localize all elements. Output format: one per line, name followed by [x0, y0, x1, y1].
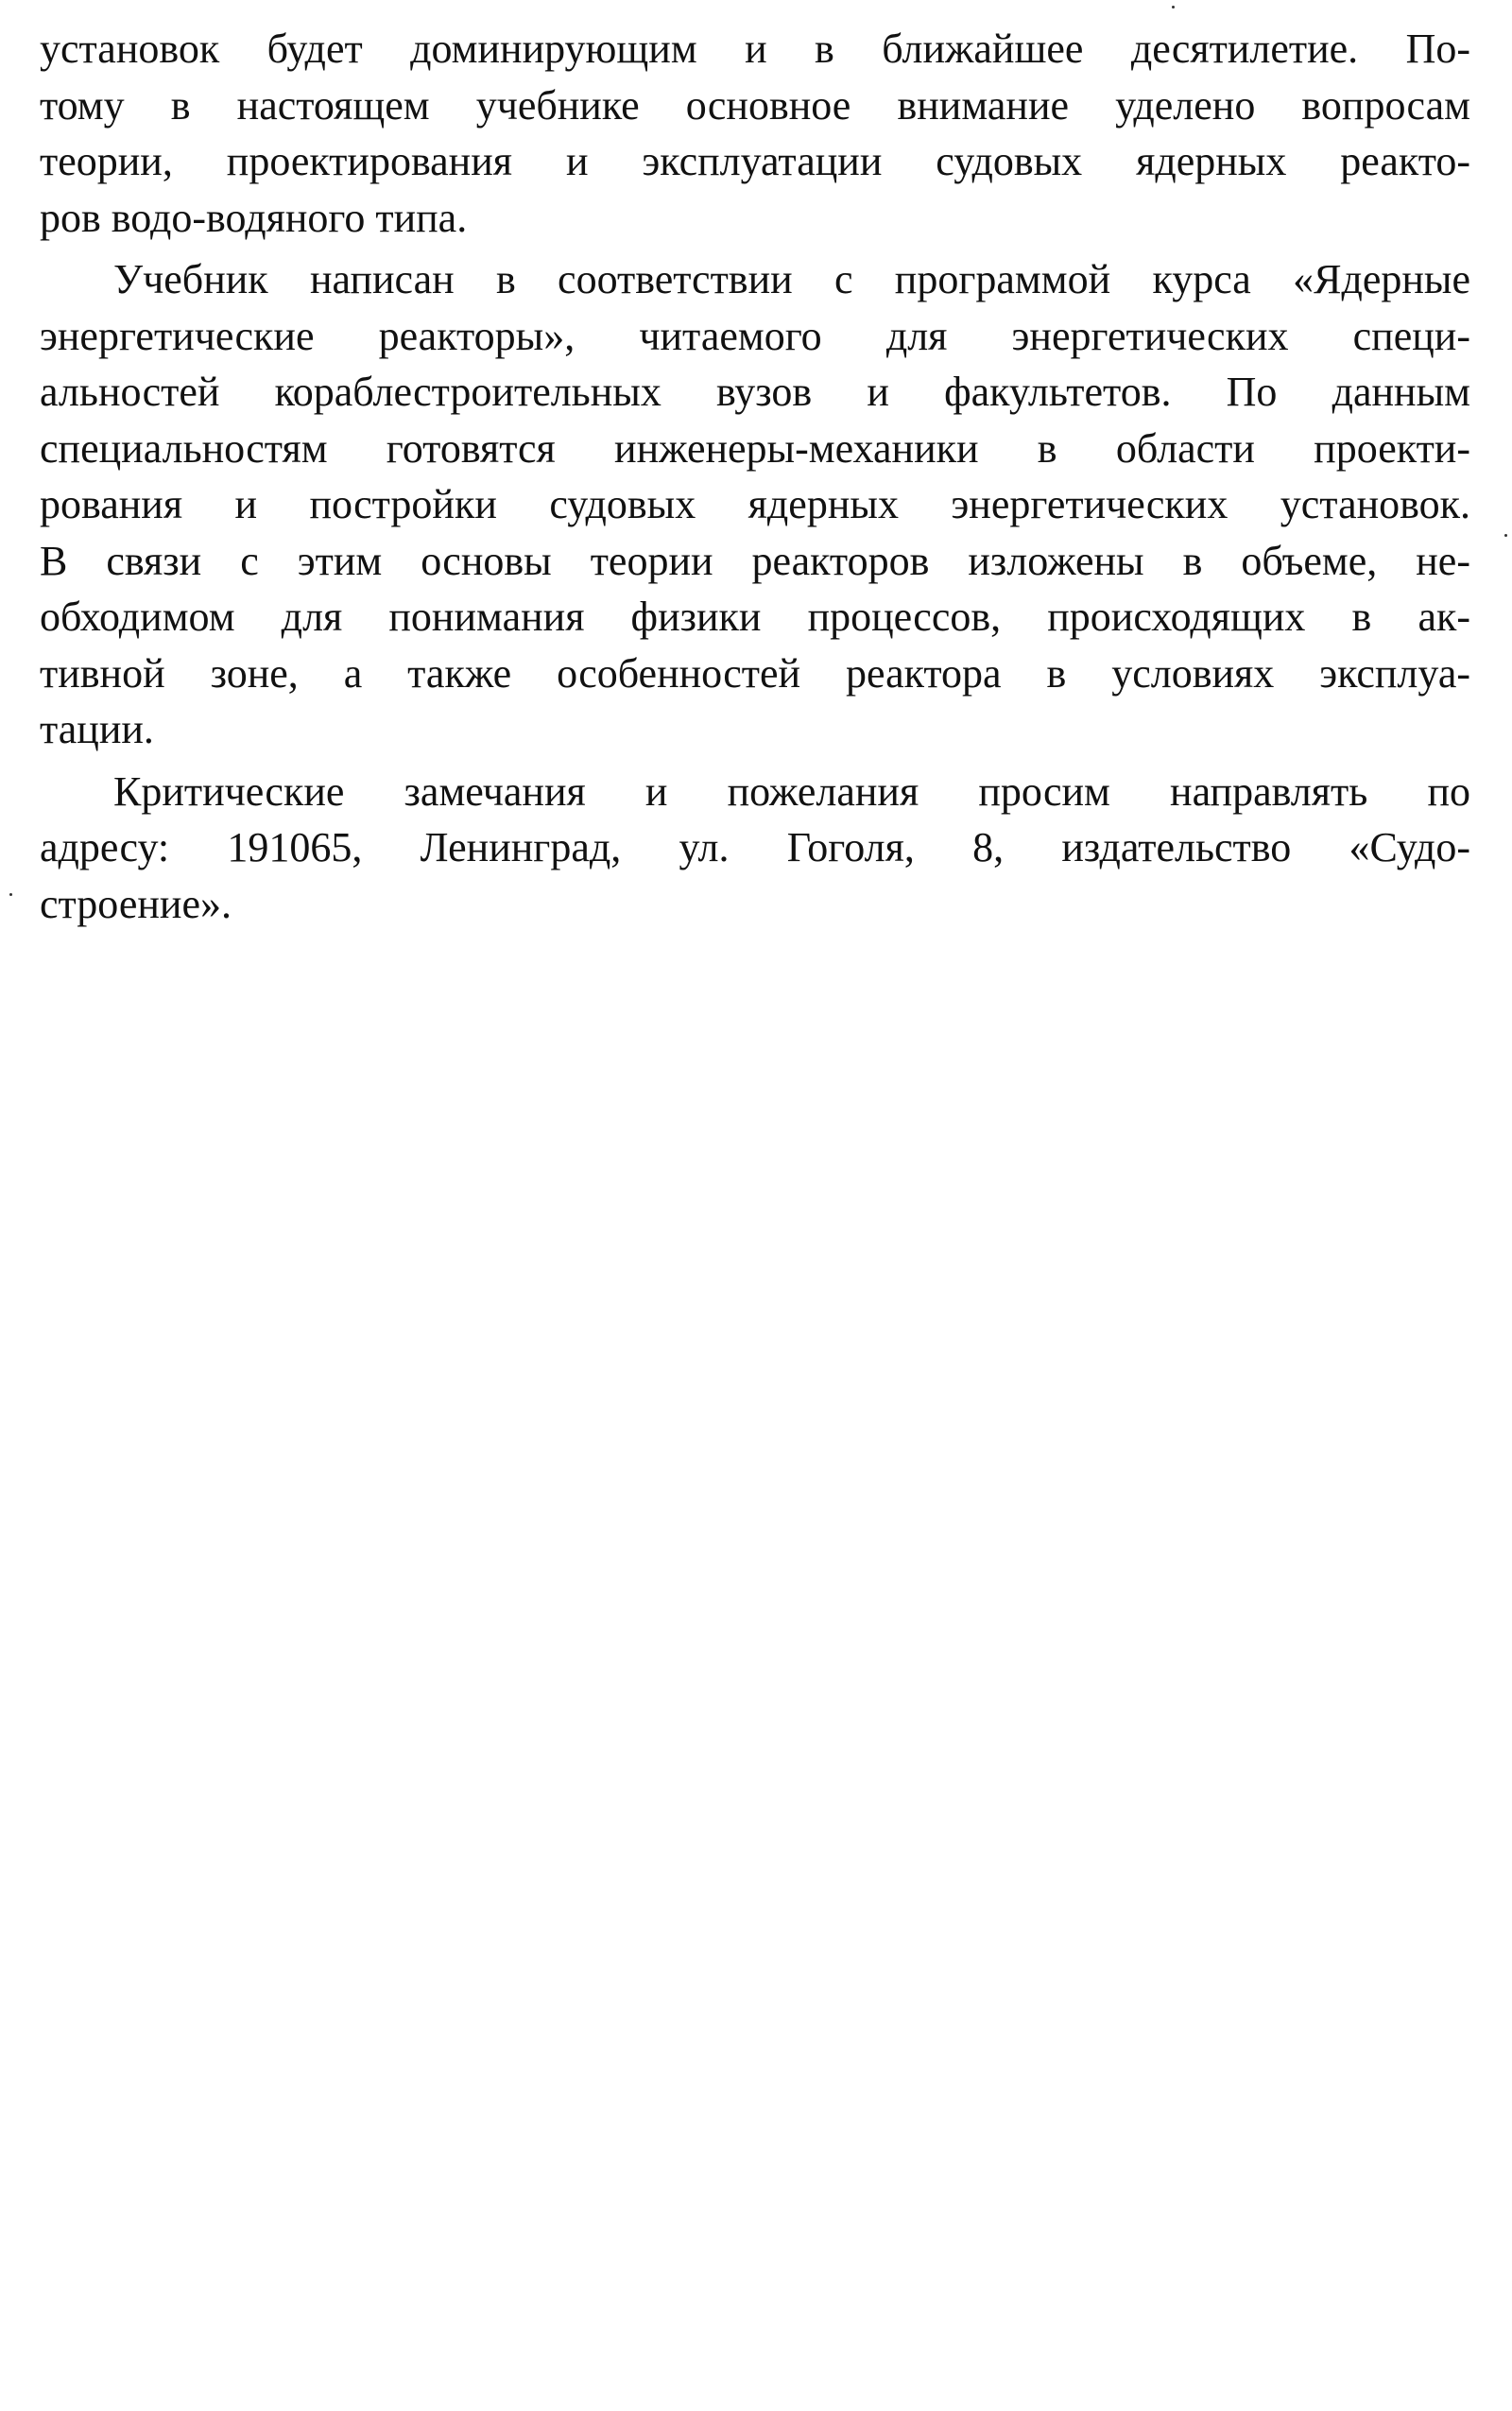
text-line: специальностям готовятся инженеры-механики в области проекти-: [40, 424, 1470, 472]
paragraph-3: [40, 764, 1470, 933]
scan-speck: [1172, 6, 1175, 9]
text-line: Учебник написан в соответствии с программой курса «Ядерные: [113, 256, 1470, 302]
scan-speck: [9, 893, 12, 896]
text-line: ров водо-водяного типа.: [40, 194, 468, 241]
text-line: рования и постройки судовых ядерных энергетических установок.: [40, 481, 1470, 527]
text-line: адресу: 191065, Ленинград, ул. Гоголя, 8, издательство «Судо-: [40, 824, 1470, 870]
text-line: установок будет доминирующим и в ближайшее десятилетие. По-: [40, 26, 1470, 72]
scan-speck: [1504, 534, 1507, 537]
text-line: энергетические реакторы», читаемого для энергетических специ-: [40, 312, 1470, 359]
text-line: альностей кораблестроительных вузов и факультетов. По данным: [40, 369, 1470, 415]
text-line: теории, проектирования и эксплуатации судовых ядерных реакто-: [40, 138, 1470, 184]
text-line: тивной зоне, а также особенностей реактора в условиях эксплуа-: [40, 649, 1470, 697]
paragraph-1: [40, 21, 1470, 246]
text-line: В связи с этим основы теории реакторов изложены в объеме, не-: [40, 537, 1470, 584]
text-line: обходимом для понимания физики процессов, происходящих в ак-: [40, 594, 1470, 640]
text-line: тому в настоящем учебнике основное внимание уделено вопросам: [40, 81, 1470, 129]
text-line: строение».: [40, 880, 232, 927]
text-line: тации.: [40, 706, 154, 752]
paragraph-2: [40, 251, 1470, 758]
text-line: Критические замечания и пожелания просим направлять по: [113, 767, 1470, 815]
body-text: [40, 21, 1470, 938]
